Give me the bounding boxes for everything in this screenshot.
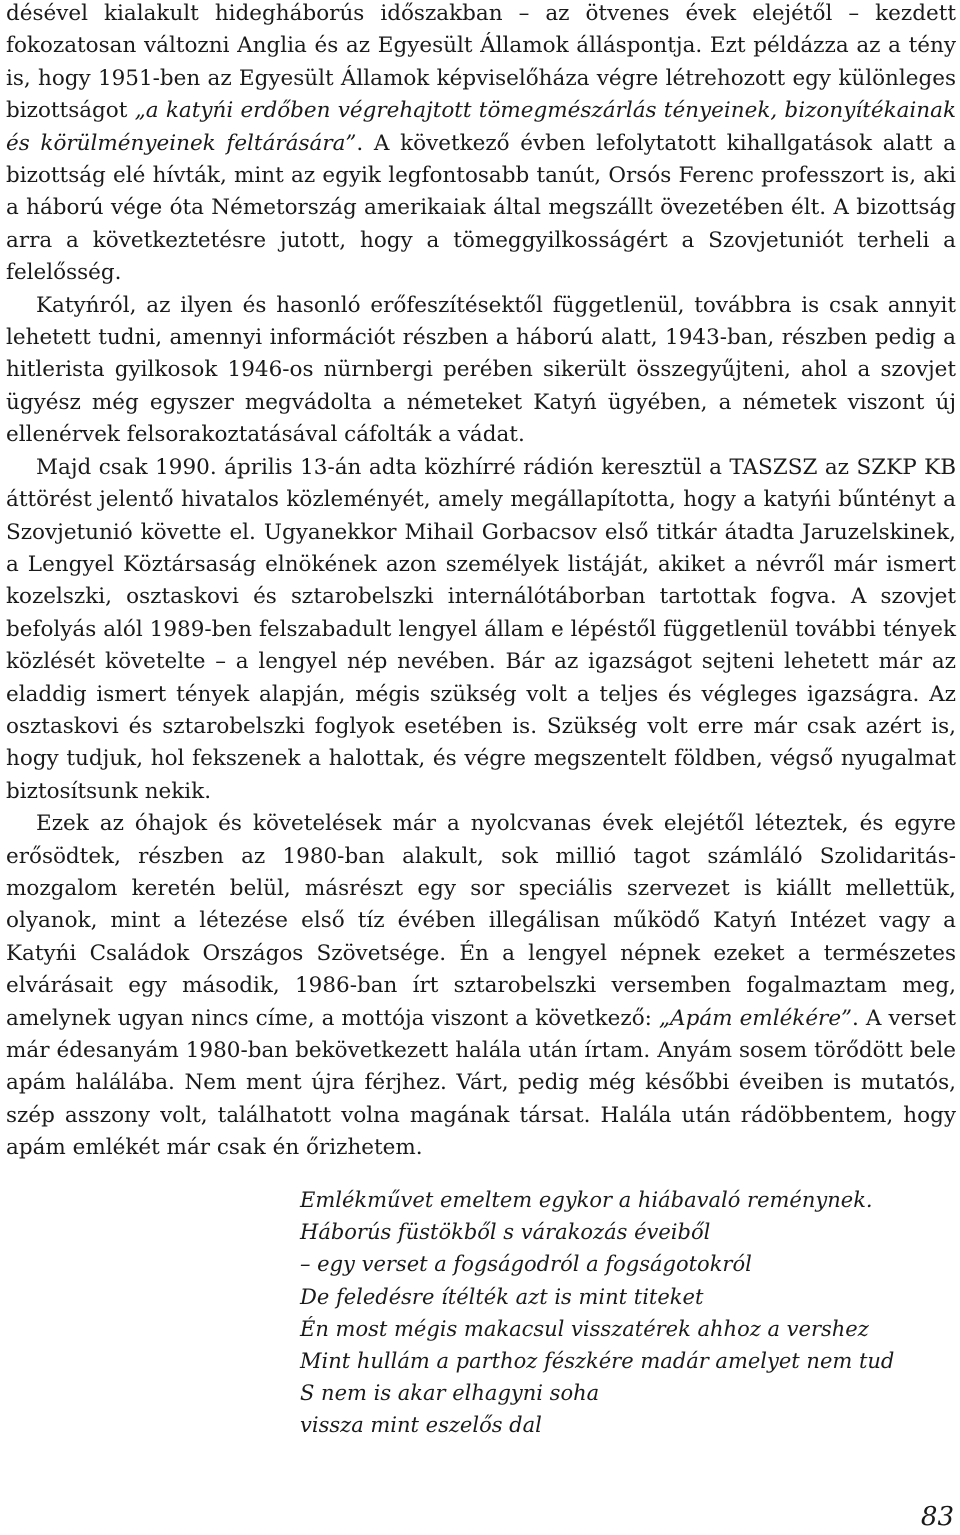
poem-line: De feledésre ítélték azt is mint titeket <box>300 1284 704 1309</box>
document-body <box>6 0 956 1165</box>
paragraph-text: désével kialakult hidegháborús időszakban – az ötvenes évek elejétől – kezdett fokozatosan változni Anglia és az Egyesült Államok álláspontja. Ezt példázza az a tény is, hogy 1951-ben az Egyesült Államok képviselőháza végre létrehozott egy különleges bizottságot <box>6 1 956 124</box>
paragraph-text: Katyńról, az ilyen és hasonló erőfeszítésektől függetlenül, továbbra is csak annyit lehetett tudni, amennyi információt részben a háború alatt, 1943-ban, részben pedig a hitlerista gyilkosok 1946-os nürnbergi perében sikerült összegyűjteni, ahol a szovjet ügyész még egyszer megvádolta a németeket Katyń ügyében, a németek viszont új ellenérvek felsorakoztatásával cáfolták a vádat. <box>6 292 956 448</box>
poem-line: Háborús füstökből s várakozás éveiből <box>300 1220 711 1245</box>
poem-line: S nem is akar elhagyni soha <box>300 1381 600 1406</box>
poem-line: vissza mint eszelős dal <box>300 1413 542 1438</box>
body-paragraph-2 <box>6 290 956 452</box>
quoted-committee-title: „a katyńi erdőben végrehajtott tömegmészárlás tényeinek, bizonyítékainak és körülményeinek feltárására” <box>6 98 956 156</box>
paragraph-text: Majd csak 1990. április 13-án adta közhírré rádión keresztül a TASZSZ az SZKP KB áttörést jelentő hivatalos közleményét, amely megállapította, hogy a katyńi bűntényt a Szovjetunió követte el. Ugyanekkor Mihail Gorbacsov első titkár átadta Jaruzelskinek, a Lengyel Köztársaság elnökének azon személyek listáját, akiket a névről már ismert kozelszki, osztaskovi és sztarobelszki internálótáborban tartottak fogva. A szovjet befolyás alól 1989-ben felszabadult lengyel állam e lépéstől függetlenül további tények közlését követelte – a lengyel nép nevében. Bár az igazságot sejteni lehetett már az eladdig ismert tények alapján, mégis szükség volt a teljes és végleges igazságra. Az osztaskovi és sztarobelszki foglyok esetében is. Szükség volt erre már csak azért is, hogy tudjuk, hol fekszenek a halottak, és végre megszentelt földben, végső nyugalmat biztosítsunk nekik. <box>6 454 956 804</box>
body-paragraph-4 <box>6 808 956 1164</box>
poem-line: – egy verset a fogságodról a fogságotokról <box>300 1252 752 1277</box>
poem-motto: „Apám emlékére” <box>658 1005 853 1031</box>
poem-line: Én most mégis makacsul visszatérek ahhoz a vershez <box>300 1316 869 1341</box>
body-paragraph-1 <box>6 0 956 290</box>
poem-line: Emlékművet emeltem egykor a hiábavaló reménynek. <box>300 1188 873 1212</box>
paragraph-text: Ezek az óhajok és követelések már a nyolcvanas évek elejétől léteztek, és egyre erősödtek, részben az 1980-ban alakult, sok millió tagot számláló Szolidaritás-mozgalom keretén belül, másrészt egy sor speciális szervezet is kiállt mellettük, olyanok, mint a létezése első tíz évében illegálisan működő Katyń Intézet vagy a Katyńi Családok Országos Szövetsége. Én a lengyel népnek ezeket a természetes elvárásait egy második, 1986-ban írt sztarobelszki versemben fogalmaztam meg, amelynek ugyan nincs címe, a mottója viszont a következő: <box>6 811 956 1031</box>
paragraph-text: . A verset már édesanyám 1980-ban bekövetkezett halála után írtam. Anyám sosem törődött bele apám halálába. Nem ment újra férjhez. Várt, pedig még későbbi éveiben is mutatós, szép asszony volt, találhatott volna magának társat. Halála után rádöbbentem, hogy apám emlékét már csak én őrizhetem. <box>6 1005 956 1161</box>
paragraph-text: . A következő évben lefolytatott kihallgatások alatt a bizottság elé hívták, mint az egyik legfontosabb tanút, Orsós Ferenc professzort is, aki a háború vége óta Németország amerikaiak által megszállt övezetében élt. A bizottság arra a következtetésre jutott, hogy a tömeggyilkosságért a Szovjetuniót terheli a felelősség. <box>6 130 956 286</box>
body-paragraph-3 <box>6 452 956 808</box>
poem-block <box>300 1184 940 1442</box>
poem-line: Mint hullám a parthoz fészkére madár amelyet nem tud <box>300 1349 895 1374</box>
page-number: 83 <box>920 1502 954 1532</box>
